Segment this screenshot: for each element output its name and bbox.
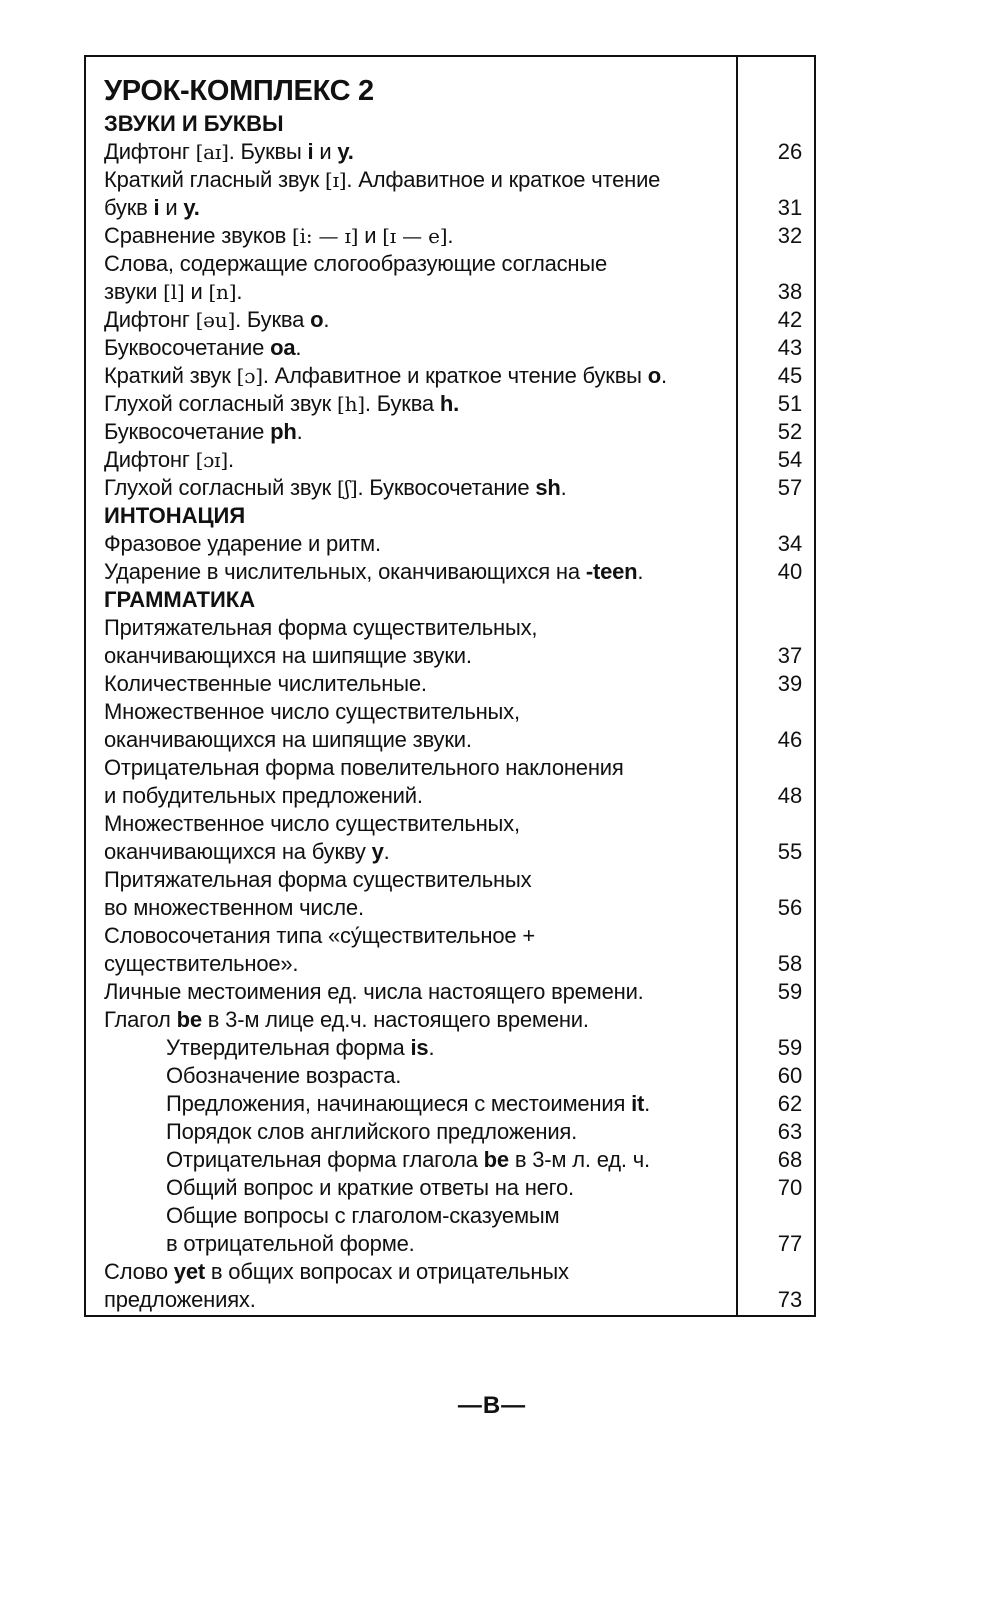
entry-line	[104, 1230, 734, 1258]
entry-line	[104, 642, 734, 670]
entry-line	[104, 614, 734, 642]
entry-line	[104, 782, 734, 810]
page-number: 26	[777, 139, 803, 164]
entry-line	[104, 726, 734, 754]
bold-term: be	[176, 1007, 202, 1032]
bold-term: i	[153, 195, 160, 220]
entry-text: . Алфавитное и краткое чтение буквы	[262, 363, 648, 388]
entry-text: Краткий гласный звук	[104, 167, 325, 192]
entry-line	[104, 446, 734, 474]
page-number: 59	[777, 979, 803, 1004]
entry-line	[104, 250, 734, 278]
transcription: [h]	[337, 392, 365, 416]
entry-text: во множественном числе.	[104, 895, 364, 920]
entry-text: и	[159, 195, 184, 220]
transcription: [n]	[208, 280, 237, 304]
entry-line	[104, 1090, 734, 1118]
page-column-divider	[736, 57, 738, 1315]
entry-text: Краткий звук	[104, 363, 237, 388]
entry-text: .	[236, 279, 243, 304]
toc-entry	[104, 866, 803, 922]
entry-line	[104, 362, 734, 390]
toc-entry	[104, 446, 803, 474]
toc-entry	[104, 978, 803, 1006]
page-number: 68	[777, 1147, 803, 1172]
toc-entry	[104, 922, 803, 978]
entry-text: в отрицательной форме.	[166, 1231, 415, 1256]
entry-text: .	[323, 307, 330, 332]
entry-line	[104, 670, 734, 698]
toc-content	[104, 75, 803, 1314]
page-number: 39	[777, 671, 803, 696]
page-number: 46	[777, 727, 803, 752]
entry-line	[104, 978, 734, 1006]
toc-entry	[104, 698, 803, 754]
entry-line	[104, 474, 734, 502]
page-number: 34	[777, 531, 803, 556]
entry-text: .	[447, 223, 454, 248]
entry-line	[104, 306, 734, 334]
page-number: 55	[777, 839, 803, 864]
entry-line	[104, 1286, 734, 1314]
entry-line	[104, 278, 734, 306]
entry-text: Глухой согласный звук	[104, 475, 337, 500]
page-number: 56	[777, 895, 803, 920]
entry-text: Множественное число существительных,	[104, 811, 520, 836]
entry-text: и	[184, 279, 209, 304]
bold-term: yet	[173, 1259, 205, 1284]
entry-text: . Буква	[364, 391, 440, 416]
page-number: 31	[777, 195, 803, 220]
entry-text: букв	[104, 195, 154, 220]
transcription: [l]	[163, 280, 185, 304]
entry-text: Отрицательная форма повелительного наклонения	[104, 755, 624, 780]
toc-entry	[104, 138, 803, 166]
transcription: [i: — ɪ]	[292, 224, 359, 248]
section-title: ГРАММАТИКА	[104, 587, 256, 612]
entry-text: . Буквы	[228, 139, 308, 164]
entry-text: Глагол	[104, 1007, 177, 1032]
bold-term: y.	[183, 195, 200, 220]
entry-text: Общие вопросы с глаголом-сказуемым	[166, 1203, 560, 1228]
toc-entry	[104, 250, 803, 306]
toc-entry	[104, 334, 803, 362]
page-number: 48	[777, 783, 803, 808]
bold-term: it	[631, 1091, 645, 1116]
page-number: 43	[777, 335, 803, 360]
toc-entry	[104, 614, 803, 670]
entry-line	[104, 194, 734, 222]
page-number: 37	[777, 643, 803, 668]
entry-line	[104, 1174, 734, 1202]
entry-line	[104, 754, 734, 782]
entry-text: Притяжательная форма существительных	[104, 867, 532, 892]
entry-text: . Буквосочетание	[357, 475, 536, 500]
transcription: [ɪ — e]	[382, 224, 448, 248]
entry-text: .	[383, 839, 390, 864]
page-number: 77	[777, 1231, 803, 1256]
entry-line	[104, 1006, 734, 1034]
entry-line	[104, 390, 734, 418]
entry-text: .	[560, 475, 567, 500]
entry-line	[104, 950, 734, 978]
toc-entry	[104, 474, 803, 502]
entry-text: Буквосочетание	[104, 335, 271, 360]
entry-text: оканчивающихся на шипящие звуки.	[104, 727, 472, 752]
entry-line	[104, 222, 734, 250]
entry-line	[104, 866, 734, 894]
entry-text: Утвердительная форма	[166, 1035, 411, 1060]
entry-line	[104, 1258, 734, 1286]
entry-text: в 3-м л. ед. ч.	[508, 1147, 650, 1172]
entry-text: .	[660, 363, 667, 388]
toc-entry	[104, 1146, 803, 1174]
entry-text: Сравнение звуков	[104, 223, 293, 248]
page-number: 70	[777, 1175, 803, 1200]
bold-term: ph	[270, 419, 297, 444]
entry-line	[104, 810, 734, 838]
toc-entry	[104, 754, 803, 810]
toc-entry	[104, 1202, 803, 1258]
toc-entry	[104, 1174, 803, 1202]
entry-text: Притяжательная форма существительных,	[104, 615, 538, 640]
entry-line	[104, 1146, 734, 1174]
bold-term: h.	[439, 391, 460, 416]
lesson-title: УРОК-КОМПЛЕКС 2	[104, 75, 374, 107]
entry-text: Отрицательная форма глагола	[166, 1147, 484, 1172]
page-number: 59	[777, 1035, 803, 1060]
entry-text: Общий вопрос и краткие ответы на него.	[166, 1175, 574, 1200]
bold-term: y	[371, 839, 384, 864]
entry-text: Буквосочетание	[104, 419, 271, 444]
toc-entry	[104, 1090, 803, 1118]
page-number: 42	[777, 307, 803, 332]
toc-entry	[104, 166, 803, 222]
toc-entry	[104, 530, 803, 558]
entry-text: . Буква	[235, 307, 311, 332]
entry-text: оканчивающихся на букву	[104, 839, 372, 864]
entry-text: Словосочетания типа «су́ществительное +	[104, 923, 535, 948]
toc-entry	[104, 390, 803, 418]
toc-sections	[104, 110, 803, 1314]
entry-text: Фразовое ударение и ритм.	[104, 531, 381, 556]
page-number-footer: —В—	[457, 1392, 527, 1419]
page-number: 60	[777, 1063, 803, 1088]
section-title: ИНТОНАЦИЯ	[104, 503, 246, 528]
entry-text: Порядок слов английского предложения.	[166, 1119, 578, 1144]
entry-line	[104, 558, 734, 586]
section-title: ЗВУКИ И БУКВЫ	[104, 111, 284, 136]
transcription: [əu]	[195, 308, 236, 332]
entry-text: предложениях.	[104, 1287, 256, 1312]
page-number: 58	[777, 951, 803, 976]
entry-line	[104, 138, 734, 166]
entry-text: существительное».	[104, 951, 299, 976]
entry-text: Количественные числительные.	[104, 671, 427, 696]
toc-entry	[104, 558, 803, 586]
entry-text: Предложения, начинающиеся с местоимения	[166, 1091, 632, 1116]
entry-text: звуки	[104, 279, 164, 304]
entry-text: .	[428, 1035, 435, 1060]
bold-term: be	[483, 1147, 509, 1172]
entry-line	[104, 698, 734, 726]
entry-text: и	[313, 139, 338, 164]
entry-line	[104, 166, 734, 194]
page-number: 57	[777, 475, 803, 500]
toc-entry	[104, 1062, 803, 1090]
entry-text: .	[227, 447, 234, 472]
toc-entry	[104, 670, 803, 698]
transcription: [ɪ]	[325, 168, 347, 192]
page-number: 62	[777, 1091, 803, 1116]
entry-text: .	[637, 559, 644, 584]
page-number: 38	[777, 279, 803, 304]
toc-entry	[104, 418, 803, 446]
toc-entry	[104, 362, 803, 390]
entry-text: Дифтонг	[104, 139, 196, 164]
page-number: 54	[777, 447, 803, 472]
bold-term: is	[410, 1035, 429, 1060]
entry-text: Ударение в числительных, оканчивающихся на	[104, 559, 586, 584]
toc-entry	[104, 810, 803, 866]
entry-line	[104, 894, 734, 922]
page-number: 73	[777, 1287, 803, 1312]
entry-line	[104, 418, 734, 446]
entry-text: .	[296, 419, 303, 444]
transcription: [ʃ]	[337, 476, 358, 500]
page-number: 51	[777, 391, 803, 416]
transcription: [aɪ]	[195, 140, 229, 164]
entry-text: Личные местоимения ед. числа настоящего времени.	[104, 979, 644, 1004]
entry-text: в общих вопросах и отрицательных	[205, 1259, 569, 1284]
toc-entry	[104, 306, 803, 334]
entry-text: в 3-м лице ед.ч. настоящего времени.	[201, 1007, 589, 1032]
entry-text: Дифтонг	[104, 447, 196, 472]
entry-line	[104, 922, 734, 950]
bold-term: i	[307, 139, 314, 164]
page-number: 52	[777, 419, 803, 444]
page-number: 32	[777, 223, 803, 248]
toc-entry	[104, 1258, 803, 1314]
bold-term: sh	[535, 475, 561, 500]
entry-line	[104, 1034, 734, 1062]
bold-term: y.	[337, 139, 354, 164]
entry-text: Слово	[104, 1259, 174, 1284]
page-number	[760, 1006, 820, 1034]
entry-text: . Алфавитное и краткое чтение	[346, 167, 661, 192]
bold-term: o	[310, 307, 324, 332]
entry-text: и побудительных предложений.	[104, 783, 423, 808]
entry-line	[104, 838, 734, 866]
bold-term: oa	[270, 335, 296, 360]
bold-term: -teen	[585, 559, 638, 584]
entry-line	[104, 334, 734, 362]
entry-text: оканчивающихся на шипящие звуки.	[104, 643, 472, 668]
entry-text: .	[644, 1091, 651, 1116]
transcription: [ɔ]	[236, 364, 263, 388]
entry-text: Глухой согласный звук	[104, 391, 337, 416]
toc-entry	[104, 222, 803, 250]
toc-entry	[104, 1118, 803, 1146]
toc-entry	[104, 1034, 803, 1062]
transcription: [ɔɪ]	[195, 448, 228, 472]
entry-line	[104, 1202, 734, 1230]
page-number: 45	[777, 363, 803, 388]
entry-line	[104, 1118, 734, 1146]
entry-line	[104, 530, 734, 558]
page-number: 63	[777, 1119, 803, 1144]
page-number: 40	[777, 559, 803, 584]
toc-entry	[104, 1006, 734, 1034]
entry-text: Дифтонг	[104, 307, 196, 332]
bold-term: o	[647, 363, 661, 388]
entry-text: .	[295, 335, 302, 360]
entry-text: Множественное число существительных,	[104, 699, 520, 724]
table-of-contents	[84, 55, 816, 1317]
entry-line	[104, 1062, 734, 1090]
entry-text: Слова, содержащие слогообразующие согласные	[104, 251, 608, 276]
entry-text: и	[358, 223, 383, 248]
entry-text: Обозначение возраста.	[166, 1063, 402, 1088]
